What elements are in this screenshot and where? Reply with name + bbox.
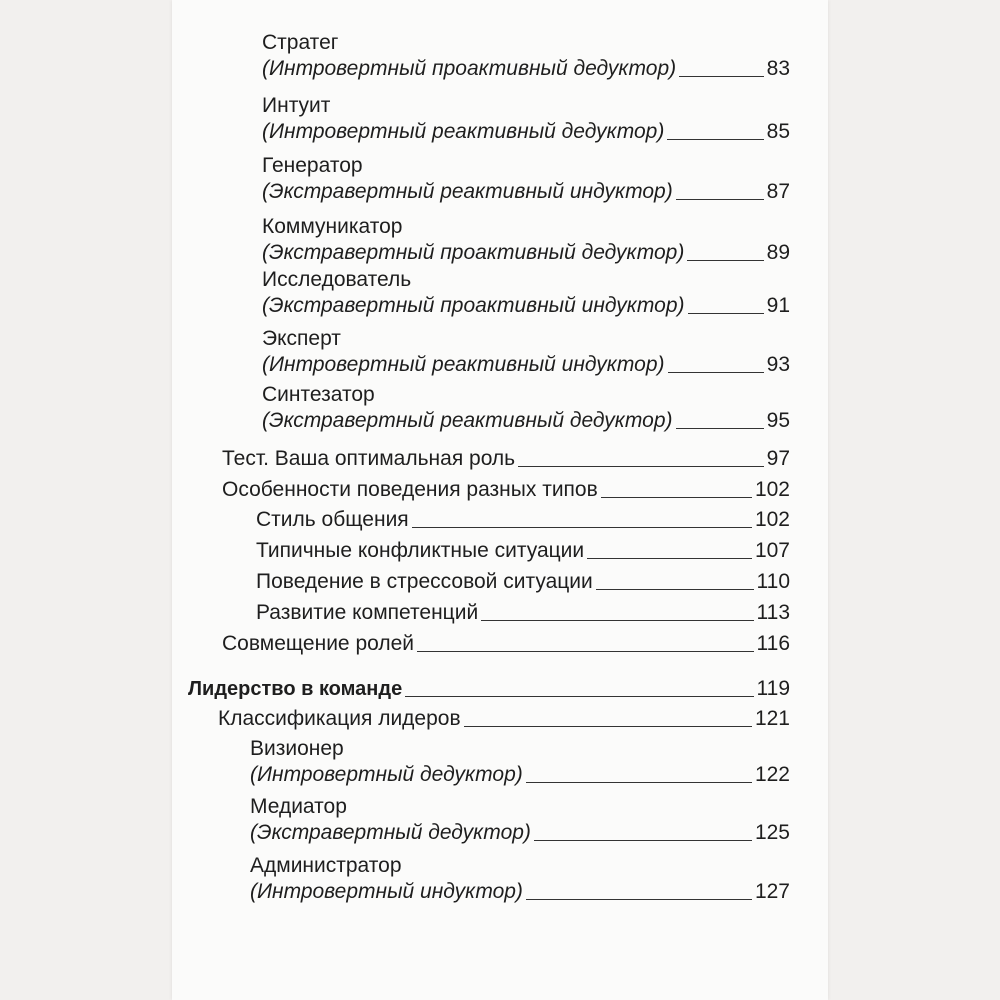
entry-name: Администратор xyxy=(250,854,402,877)
entry-subtitle: (Интровертный индуктор) xyxy=(250,880,523,903)
entry-subtitle: (Интровертный дедуктор) xyxy=(250,763,523,786)
toc-entry-klassifikaciya xyxy=(218,706,790,732)
page-number: 127 xyxy=(754,880,790,903)
leader-dots xyxy=(405,695,753,697)
toc-entry-konflikty xyxy=(256,538,790,564)
toc-entry-mediator xyxy=(250,794,790,846)
entry-title: Совмещение ролей xyxy=(222,632,415,655)
leader-dots xyxy=(667,138,763,140)
leader-dots xyxy=(587,557,752,559)
page-number: 93 xyxy=(766,353,790,376)
page-number: 110 xyxy=(756,570,790,593)
entry-name: Коммуникатор xyxy=(262,215,403,238)
page-number: 97 xyxy=(766,447,790,470)
entry-subtitle: (Интровертный реактивный дедуктор) xyxy=(262,120,665,143)
page-number: 102 xyxy=(754,508,790,531)
page-number: 113 xyxy=(756,601,790,624)
toc-entry-osobennosti xyxy=(222,477,790,503)
leader-dots xyxy=(679,75,763,77)
entry-title: Развитие компетенций xyxy=(256,601,479,624)
page-number: 87 xyxy=(766,180,790,203)
entry-name: Исследователь xyxy=(262,268,412,291)
leader-dots xyxy=(526,898,752,900)
leader-dots xyxy=(464,725,752,727)
toc-entry-sintezator xyxy=(262,382,790,434)
entry-subtitle: (Экстравертный проактивный индуктор) xyxy=(262,294,685,317)
entry-subtitle: (Интровертный реактивный индуктор) xyxy=(262,353,665,376)
entry-name: Генератор xyxy=(262,154,363,177)
page-number: 121 xyxy=(754,707,790,730)
entry-title: Стиль общения xyxy=(256,508,409,531)
toc-entry-sovmeshchenie xyxy=(222,631,790,657)
toc-entry-ekspert xyxy=(262,326,790,378)
leader-dots xyxy=(412,526,752,528)
entry-title: Поведение в стрессовой ситуации xyxy=(256,570,593,593)
page-number: 89 xyxy=(766,241,790,264)
leader-dots xyxy=(481,619,753,621)
toc-entry-intuit xyxy=(262,93,790,145)
page-number: 95 xyxy=(766,409,790,432)
entry-title: Лидерство в команде xyxy=(188,678,403,700)
entry-name: Синтезатор xyxy=(262,383,375,406)
entry-name: Стратег xyxy=(262,31,339,54)
toc-entry-razvitie xyxy=(256,600,790,626)
toc-entry-generator xyxy=(262,153,790,205)
entry-subtitle: (Экстравертный реактивный индуктор) xyxy=(262,180,673,203)
leader-dots xyxy=(601,496,752,498)
page-number: 91 xyxy=(766,294,790,317)
toc-entry-strateg xyxy=(262,30,790,82)
entry-subtitle: (Экстравертный дедуктор) xyxy=(250,821,531,844)
leader-dots xyxy=(417,650,754,652)
leader-dots xyxy=(688,312,764,314)
toc-entry-stil-obshcheniya xyxy=(256,507,790,533)
page-number: 119 xyxy=(756,677,790,700)
page-number: 122 xyxy=(754,763,790,786)
entry-name: Медиатор xyxy=(250,795,347,818)
entry-title: Классификация лидеров xyxy=(218,707,461,730)
leader-dots xyxy=(534,839,752,841)
toc-entry-vizioner xyxy=(250,736,790,788)
entry-title: Особенности поведения разных типов xyxy=(222,478,598,501)
leader-dots xyxy=(668,371,764,373)
leader-dots xyxy=(526,781,752,783)
entry-title: Типичные конфликтные ситуации xyxy=(256,539,585,562)
page-number: 116 xyxy=(756,632,790,655)
entry-name: Эксперт xyxy=(262,327,341,350)
toc-entry-administrator xyxy=(250,853,790,905)
page-number: 83 xyxy=(766,57,790,80)
leader-dots xyxy=(687,259,763,261)
toc-entry-test xyxy=(222,446,790,472)
leader-dots xyxy=(676,198,764,200)
page-number: 102 xyxy=(754,478,790,501)
entry-title: Тест. Ваша оптимальная роль xyxy=(222,447,516,470)
toc-entry-kommunikator xyxy=(262,214,790,266)
page-number: 107 xyxy=(754,539,790,562)
entry-subtitle: (Интровертный проактивный дедуктор) xyxy=(262,57,677,80)
page-number: 125 xyxy=(754,821,790,844)
entry-name: Интуит xyxy=(262,94,331,117)
leader-dots xyxy=(676,427,764,429)
toc-entry-issledovatel xyxy=(262,267,790,319)
entry-subtitle: (Экстравертный проактивный дедуктор) xyxy=(262,241,685,264)
entry-subtitle: (Экстравертный реактивный дедуктор) xyxy=(262,409,673,432)
leader-dots xyxy=(518,465,764,467)
toc-entry-liderstvo xyxy=(188,676,790,702)
entry-name: Визионер xyxy=(250,737,344,760)
toc-entry-stress xyxy=(256,569,790,595)
leader-dots xyxy=(596,588,754,590)
page-number: 85 xyxy=(766,120,790,143)
